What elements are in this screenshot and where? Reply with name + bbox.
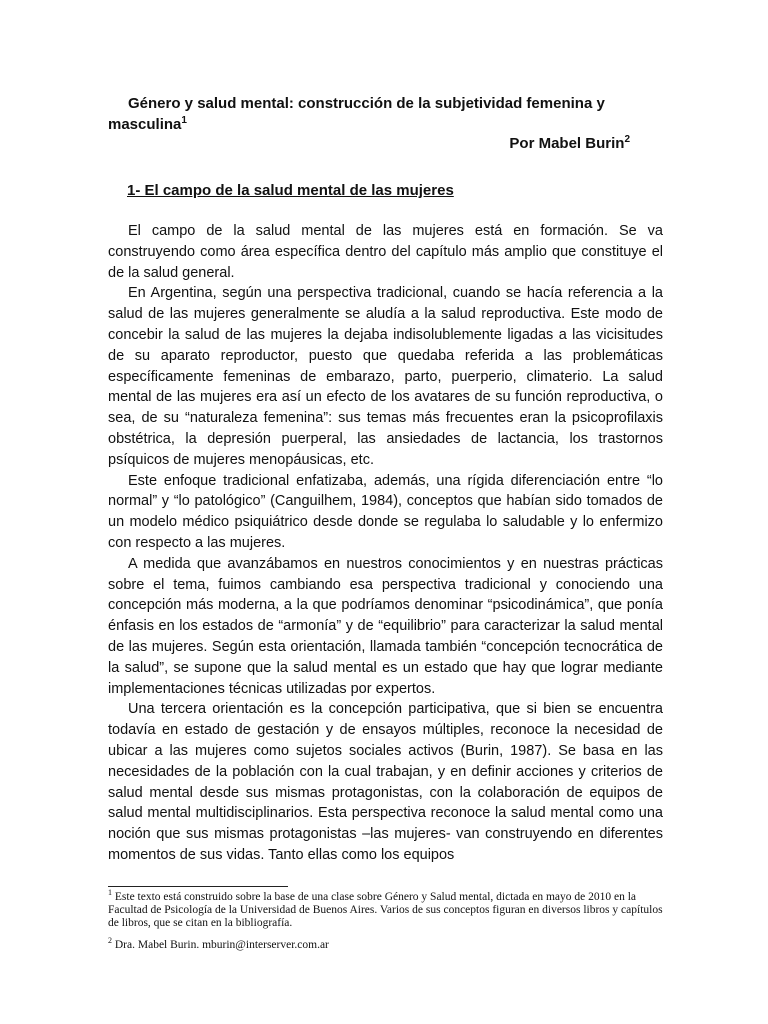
footnote-number: 2 (108, 936, 112, 946)
footnote-text: Dra. Mabel Burin. mburin@interserver.com.ar (114, 939, 329, 951)
paragraph: El campo de la salud mental de las mujeres está en formación. Se va construyendo como área específica dentro del capítulo más amplio que constituye el de la salud general. (108, 223, 663, 281)
footnote-number: 1 (108, 888, 112, 898)
paragraph: Este enfoque tradicional enfatizaba, además, una rígida diferenciación entre “lo normal” y “lo patológico” (Canguilhem, 1984), conceptos que habían sido tomados de un modelo médico psiquiátrico desde donde se regulaba lo saludable y lo enfermizo con respecto a las mujeres. (108, 472, 663, 551)
footnote (108, 936, 663, 952)
paragraph: En Argentina, según una perspectiva tradicional, cuando se hacía referencia a la salud de las mujeres generalmente se aludía a la salud reproductiva. Este modo de concebir la salud de las mujeres la dejaba indisolublemente ligadas a las vicisitudes de su aparato reproductor, puesto que quedaba referida a las problemáticas específicamente femeninas de embarazo, parto, puerperio, climaterio. La salud mental de las mujeres era así un efecto de los avatares de su función reproductiva, o sea, de su “naturaleza femenina”: sus temas más frecuentes eran la psicoprofilaxis obstétrica, la depresión puerperal, las ansiedades de lactancia, los trastornos psíquicos de mujeres menopáusicas, etc. (108, 285, 663, 468)
footnotes (108, 888, 663, 961)
paragraph: A medida que avanzábamos en nuestros conocimientos y en nuestras prácticas sobre el tema, fuimos cambiando esa perspectiva tradicional y conociendo una concepción más moderna, a la que podríamos denominar “psicodinámica”, que ponía énfasis en los estados de “armonía” y de “equilibrio” para caracterizar la salud mental de las mujeres. Según esta orientación, llamada también “concepción tecnocrática de la salud”, se supone que la salud mental es un estado que hay que lograr mediante implementaciones técnicas utilizadas por expertos. (108, 555, 663, 697)
section-heading: 1- El campo de la salud mental de las mujeres (127, 182, 454, 199)
body-text (108, 221, 663, 866)
author-footnote-ref[interactable]: 2 (624, 134, 630, 145)
footnote-separator (108, 886, 288, 887)
author-name: Por Mabel Burin (509, 135, 625, 152)
footnote (108, 888, 663, 930)
title-footnote-ref[interactable]: 1 (181, 115, 187, 126)
paragraph: Una tercera orientación es la concepción participativa, que si bien se encuentra todavía en estado de gestación y de ensayos múltiples, reconoce la necesidad de ubicar a las mujeres como sujetos sociales activos (Burin, 1987). Se basa en las necesidades de la población con la cual trabajan, y en definir acciones y criterios de salud mental desde sus mismas protagonistas, con la colaboración de equipos de salud mental multidisciplinarios. Esta perspectiva reconoce la salud mental como una noción que sus mismas protagonistas –las mujeres- van construyendo en diferentes momentos de sus vidas. Tanto ellas como los equipos (108, 701, 663, 863)
footnote-text: Este texto está construido sobre la base de una clase sobre Género y Salud mental, dictada en mayo de 2010 en la Facultad de Psicología de la Universidad de Buenos Aires. Varios de sus conceptos figuran en diversos libros y capítulos de libros, que se citan en la bibliografía. (108, 891, 663, 929)
document-title (108, 93, 663, 135)
document-title-text: Género y salud mental: construcción de la subjetividad femenina y masculina (108, 95, 605, 133)
document-author (108, 133, 630, 154)
